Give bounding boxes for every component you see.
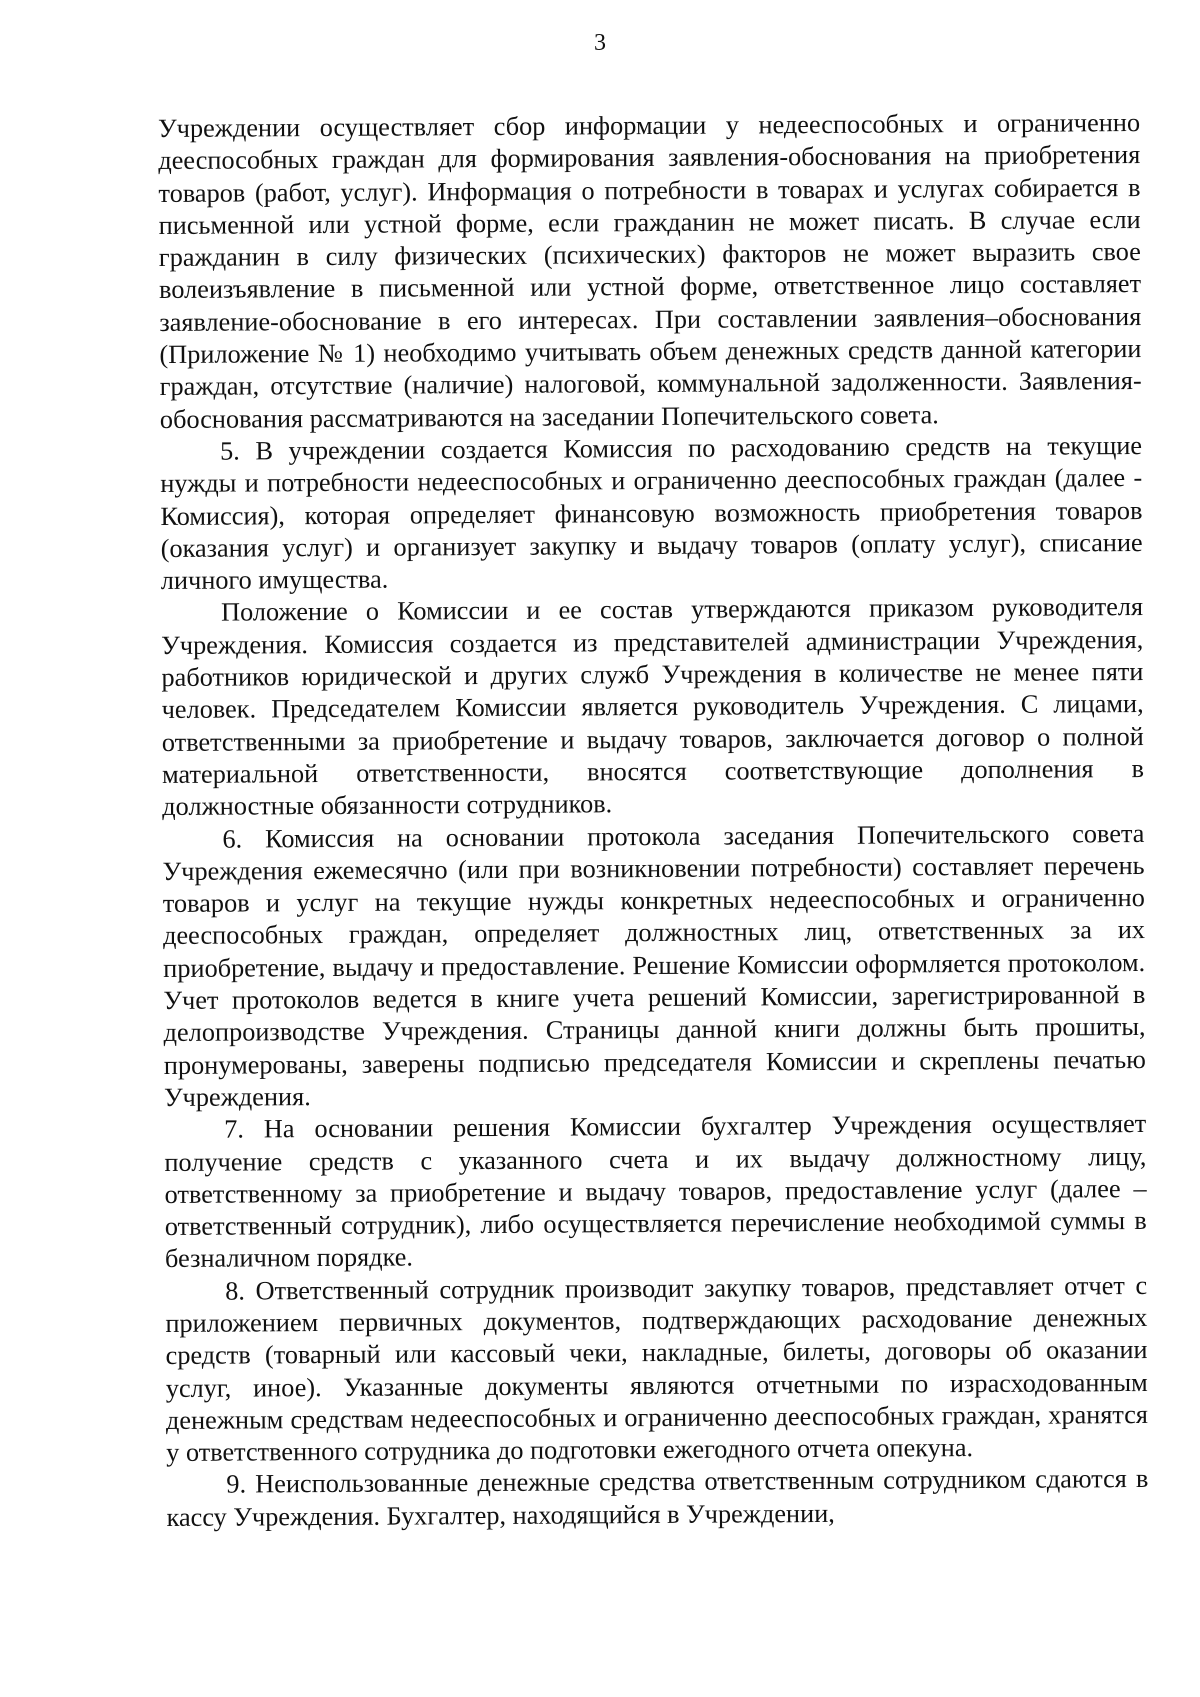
document-body bbox=[158, 107, 1149, 1534]
paragraph-item-9: 9. Неиспользованные денежные средства ответственным сотрудником сдаются в кассу Учреждения. Бухгалтер, находящийся в Учреждении, bbox=[166, 1464, 1149, 1532]
paragraph-commission-regulation: Положение о Комиссии и ее состав утверждаются приказом руководителя Учреждения. Комиссия создается из представителей администрации Учреждения, работников юридической и других служб Учреждения в количестве не менее пяти человек. Председателем Комиссии является руководитель Учреждения. С лицами, ответственными за приобретение и выдачу товаров, заключается договор о полной материальной ответственности, вносятся соответствующие дополнения в должностные обязанности сотрудников. bbox=[161, 592, 1145, 822]
paragraph-item-6: 6. Комиссия на основании протокола заседания Попечительского совета Учреждения ежемесячно (или при возникновении потребности) составляет перечень товаров и услуг на текущие нужды конкретных недееспособных и ограниченно дееспособных граждан, определяет должностных лиц, ответственных за их приобретение, выдачу и предоставление. Решение Комиссии оформляется протоколом. Учет протоколов ведется в книге учета решений Комиссии, зарегистрированной в делопроизводстве Учреждения. Страницы данной книги должны быть прошиты, пронумерованы, заверены подписью председателя Комиссии и скреплены печатью Учреждения. bbox=[162, 818, 1146, 1112]
paragraph-intro: Учреждении осуществляет сбор информации у недееспособных и ограниченно дееспособных граждан для формирования заявления-обоснования на приобретения товаров (работ, услуг). Информация о потребности в товарах и услугах собирается в письменной или устной форме, если гражданин не может писать. В случае если гражданин в силу физических (психических) факторов не может выразить свое волеизъявление в письменной или устной форме, ответственное лицо составляет заявление-обоснование в его интересах. При составлении заявления–обоснования (Приложение № 1) необходимо учитывать объем денежных средств данной категории граждан, отсутствие (наличие) налоговой, коммунальной задолженности. Заявления-обоснования рассматриваются на заседании Попечительского совета. bbox=[158, 108, 1142, 434]
paragraph-item-8: 8. Ответственный сотрудник производит закупку товаров, представляет отчет с приложением первичных документов, подтверждающих расходование денежных средств (товарный или кассовый чеки, накладные, билеты, договоры об оказании услуг, иное). Указанные документы являются отчетными по израсходованным денежным средствам недееспособных и ограниченно дееспособных граждан, хранятся у ответственного сотрудника до подготовки ежегодного отчета опекуна. bbox=[165, 1270, 1149, 1468]
paragraph-item-7: 7. На основании решения Комиссии бухгалтер Учреждения осуществляет получение средств с указанного счета и их выдачу должностному лицу, ответственному за приобретение и выдачу товаров, предоставление услуг (далее – ответственный сотрудник), либо осуществляется перечисление необходимой суммы в безналичном порядке. bbox=[164, 1109, 1147, 1274]
page-number: 3 bbox=[594, 30, 606, 56]
paragraph-item-5: 5. В учреждении создается Комиссия по расходованию средств на текущие нужды и потребности недееспособных и ограниченно дееспособных граждан (далее - Комиссия), которая определяет финансовую возможность приобретения товаров (оказания услуг) и организует закупку и выдачу товаров (оплату услуг), списание личного имущества. bbox=[160, 430, 1143, 596]
